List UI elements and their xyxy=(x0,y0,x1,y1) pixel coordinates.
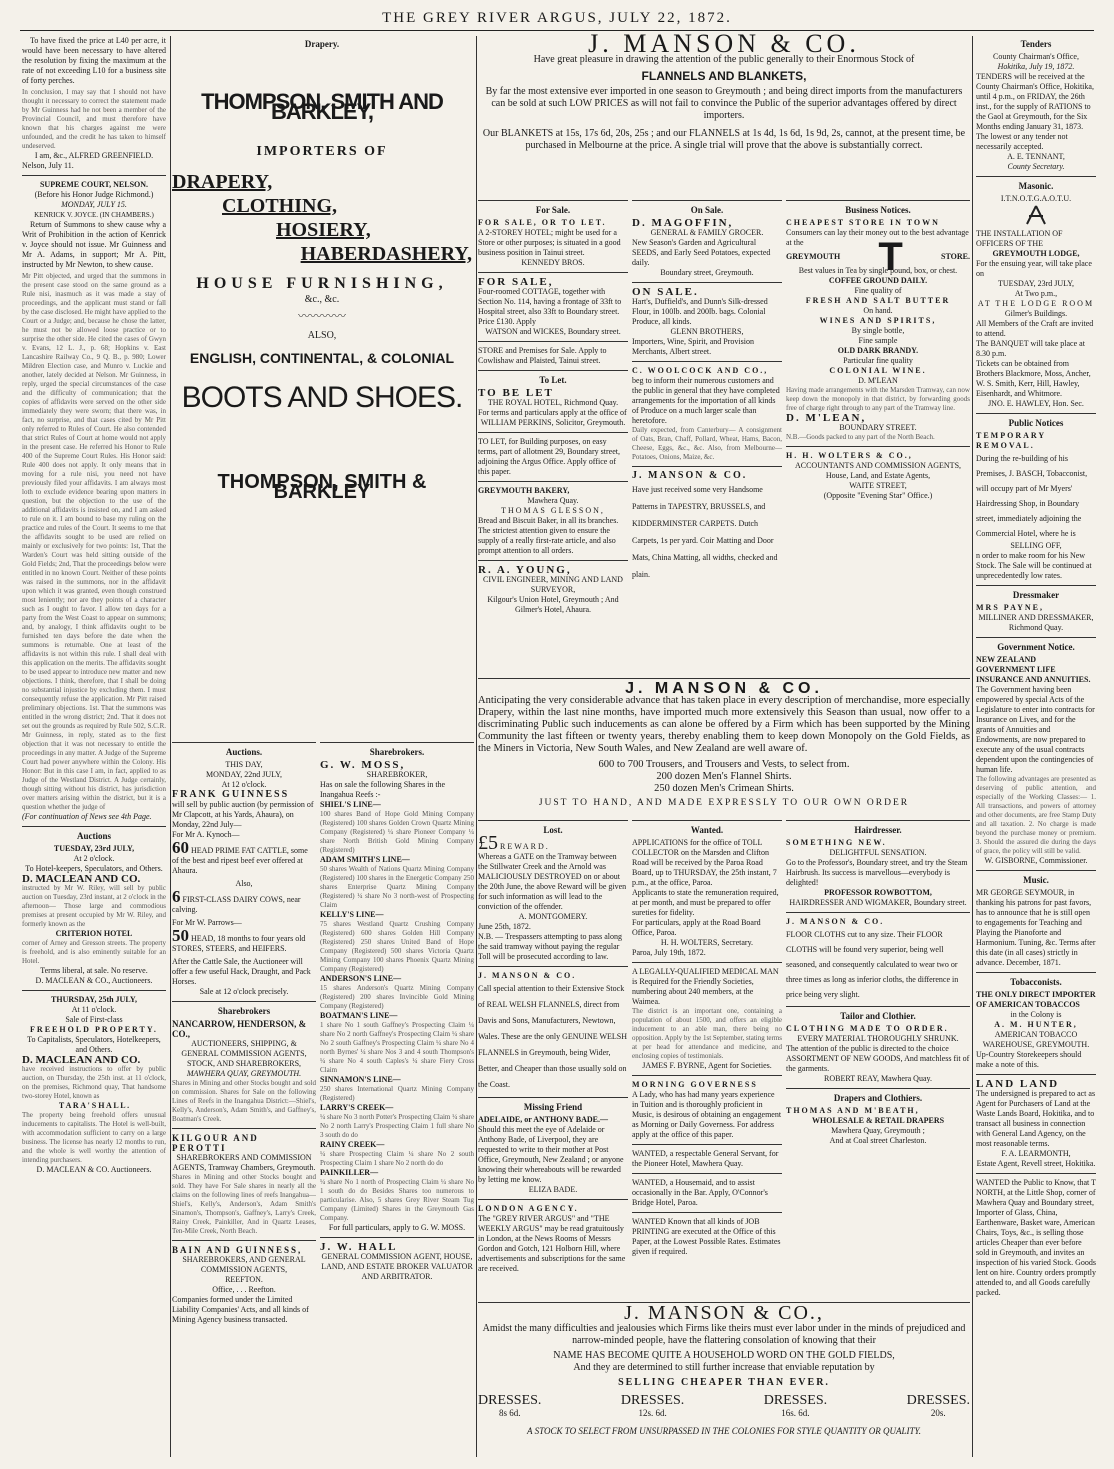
ad-signature: D. M'LEAN xyxy=(858,376,898,385)
ad-text: Should this meet the eye of Adelaide or Anthony Bade, of Liverpool, they are requested to write to their mother at Post Office, Greymouth, New Zealand ; or anyone knowing their whereabouts will be rewarded by letting me know. xyxy=(478,1125,624,1184)
manson-flannels: FLANNELS AND BLANKETS, xyxy=(641,69,807,83)
manson-line: 200 dozen Men's Flannel Shirts. xyxy=(656,771,792,782)
broker-text: Shares in Mining and other Stocks bought and sold. They have For Sale shares in nearly all the claims on the following lines of reefs Inangahua— Shiel's, Kelly's, Anderson's, Adam Smith's Sinamon's, Thompson's, Gaffney's, Larry's Creek, Rainy Creek, Painkiller, And in Quartz Leases, Ten-Mile Creek, North Beach. xyxy=(172,1173,316,1235)
ad-text: WANTED, a Housemaid, and to assist occasionally in the Bar. Apply, O'Connor's Bridge Hotel, Paroa. xyxy=(632,1178,768,1207)
auction-hotel: CRITERION HOTEL xyxy=(55,929,133,938)
auctioneer-name: D. MACLEAN AND CO. xyxy=(22,873,141,885)
ad-text: A 2-STOREY HOTEL; might be used for a Store or other purposes; is situated in a good business position in Tainui street. xyxy=(478,228,621,257)
auction-day: THIS DAY, xyxy=(225,760,263,769)
ad-title: FRESH AND SALT BUTTER xyxy=(805,296,951,305)
manson-prices: Our BLANKETS at 15s, 17s 6d, 20s, 25s ; and our FLANNELS at 1s 4d, 1s 6d, 1s 9d, 2s, cannot, at the present time, be purchased in Melbourne at the price. A single trial will prove that the above is substantially correct. xyxy=(482,128,966,151)
ad-title: D. M'LEAN, xyxy=(786,412,867,424)
ad-signature: THOMAS GLESSON, xyxy=(501,506,605,515)
ad-text: THE INSTALLATION OF OFFICERS OF THE xyxy=(976,229,1063,248)
ad-title: LAND LAND xyxy=(976,1078,1060,1090)
ad-signature: WATSON and WICKES, Boundary street. xyxy=(485,327,621,336)
ad-title: WINES AND SPIRITS, xyxy=(819,316,937,325)
ad-title: OLD DARK BRANDY. xyxy=(837,346,919,355)
masthead: THE GREY RIVER ARGUS, JULY 22, 1872. xyxy=(382,10,732,26)
ad-text: EVERY MATERIAL THOROUGHLY SHRUNK. xyxy=(797,1034,959,1043)
ad-text: Have just received some very Handsome Patterns in TAPESTRY, BRUSSELS, and KIDDERMINSTER CARPETS. Dutch Carpets, 1s per yard. Coir Matting and Door Mats, China Matting, all widths, checked and plain. xyxy=(632,485,778,579)
ad-text: Particular fine quality xyxy=(843,356,913,365)
auction-sale: Sale of First-class xyxy=(65,1015,123,1024)
auction-audience: To Hotel-keepers, Speculators, and Others. xyxy=(25,864,163,873)
column-notices xyxy=(976,36,1096,1456)
ad-text: The district is an important one, containing a population of about 1500, and offers an eligible inducement to an able man, there being no opposition. Apply by the 1st September, stating terms at per head for attendance and medicine, and enclosing copies of testimonials. xyxy=(632,1007,782,1060)
broker-sub: SHAREBROKER, xyxy=(366,770,428,779)
column-hairdresser xyxy=(786,816,970,1296)
ad-title: FOR SALE, OR TO LET. xyxy=(478,218,607,227)
auction-text: corner of Arney and Gresson streets. The property is freehold, and is also eminently suitable for an Hotel. xyxy=(22,939,166,965)
drapery-importers: IMPORTERS OF xyxy=(256,144,388,159)
broker-sub: STOCK, AND SHAREBROKERS, xyxy=(186,1059,302,1068)
ad-date: Paroa, July 19th, 1872. xyxy=(632,948,706,957)
ad-text: By single bottle, xyxy=(851,326,905,335)
tenders-heading: Tenders xyxy=(1020,39,1052,49)
auctions-heading: Auctions. xyxy=(225,747,263,757)
ad-title: J. MANSON & CO. xyxy=(786,917,885,926)
government-notice-heading: Government Notice. xyxy=(997,642,1075,652)
ad-title: H. H. WOLTERS & CO., xyxy=(786,451,913,460)
tobacconists-heading: Tobacconists. xyxy=(1010,977,1062,987)
ad-title: LONDON AGENCY. xyxy=(478,1204,579,1213)
ad-title: SOMETHING NEW. xyxy=(786,838,887,847)
ad-text: Go to the Professor's, Boundary street, and try the Steam Hairbrush. Its success is marvellous—everybody is delighted! xyxy=(786,858,968,887)
ad-signature: JAMES F. BYRNE, Agent for Societies. xyxy=(642,1061,772,1070)
ad-text: WHOLESALE & RETAIL DRAPERS xyxy=(811,1116,945,1125)
auction-text: The property being freehold offers unusual inducements to capitalists. The Hotel is well-built, with accommodation sufficient to carry on a large business. The license has nearly 12 months to run, and the whole is well worthy the attention of intending purchasers. xyxy=(22,1111,166,1164)
to-let-heading: To Let. xyxy=(539,375,567,385)
ad-text: Richmond Quay. xyxy=(1008,623,1064,632)
auction-date: TUESDAY, 23rd JULY, xyxy=(53,844,135,853)
ad-text: New Season's Garden and Agricultural SEEDS, and Early Seed Potatoes, expected daily. xyxy=(632,238,771,267)
ad-text: N.B. — Trespassers attempting to pass along the said tramway without paying the regular Toll will be prosecuted according to law. xyxy=(478,932,622,961)
ad-title: J. MANSON & CO. xyxy=(632,470,748,481)
drapery-boots: BOOTS AND SHOES. xyxy=(181,381,463,414)
auction-date: MONDAY, 22nd JULY, xyxy=(206,770,282,779)
ad-text: DELIGHTFUL SENSATION. xyxy=(829,848,927,857)
ad-text: Hart's, Duffield's, and Dunn's Silk-dressed Flour, in 100lb. and 200lb. bags. Colonial Produce, all kinds. xyxy=(632,297,768,326)
ad-signature: PROFESSOR ROWBOTTOM, xyxy=(824,888,932,897)
ad-date: Hokitika, July 19, 1872. xyxy=(997,62,1075,71)
drapers-heading: Drapers and Clothiers. xyxy=(833,1093,923,1103)
ad-signature: GLENN BROTHERS, xyxy=(670,327,744,336)
share-line: RAINY CREEK— xyxy=(320,1140,385,1149)
ad-text: Daily expected, from Canterbury— A consignment of Oats, Bran, Chaff, Pollard, Wheat, Hams, Bacon, Cheese, Eggs, &c., &c. Also, from Melbourne— Potatoes, Onions, Maize, &c. xyxy=(632,426,782,461)
ad-text: The BANQUET will take place at 8.30 p.m. xyxy=(976,339,1085,358)
column-for-sale xyxy=(478,196,628,672)
drapery-line-drapery: DRAPERY, xyxy=(172,171,273,193)
broker-place: REEFTON. xyxy=(225,1275,263,1284)
dress-price-item: DRESSES. 16s. 6d. xyxy=(763,1393,828,1418)
manson-line: And they are determined to still further increase that enviable reputation by xyxy=(573,1362,875,1373)
drapery-also: ALSO, xyxy=(307,330,337,341)
ad-text: Gilmer's Buildings. xyxy=(1004,309,1068,318)
ad-text: All Members of the Craft are invited to attend. xyxy=(976,319,1094,338)
auction-for: For Mr A. Kynoch— xyxy=(172,830,240,839)
lost-heading: Lost. xyxy=(543,825,563,835)
store-name: GREYMOUTH xyxy=(786,252,841,261)
auction-time: At 12 o'clock. xyxy=(221,780,267,789)
lot-count: 6 xyxy=(172,887,181,906)
broker-address: MAWHERA QUAY, GREYMOUTH. xyxy=(186,1069,302,1078)
ad-title: GREYMOUTH LODGE, xyxy=(992,249,1080,258)
ad-title: TEMPORARY REMOVAL. xyxy=(976,431,1046,450)
ad-signature: JNO. E. HAWLEY, Hon. Sec. xyxy=(988,399,1084,408)
ad-text: At Two p.m., xyxy=(1014,289,1058,298)
auction-text: After the Cattle Sale, the Auctioneer will offer a few useful Hack, Draught, and Pack Horses. xyxy=(172,957,311,986)
ad-text: For particulars, apply at the Road Board Office, Paroa. xyxy=(632,918,761,937)
column-on-sale xyxy=(632,196,782,672)
ad-text: BOUNDARY STREET. xyxy=(839,423,917,432)
auction-signature: D. MACLEAN & CO. Auctioneers. xyxy=(36,1165,152,1174)
ad-text: Four-roomed COTTAGE, together with Section No. 114, having a frontage of 33ft to Hospital street, also 33ft to Boundary street. Price £130. Apply xyxy=(478,287,622,326)
auction-hall: T A R A ' S H A L L . xyxy=(58,1101,130,1110)
auctioneer-name: D. MACLEAN AND CO. xyxy=(22,1054,141,1066)
ad-title: MORNING GOVERNESS xyxy=(632,1080,758,1089)
ad-text: AT THE LODGE ROOM xyxy=(977,299,1095,308)
ad-text: Best values in Tea by single pound, box, or chest. xyxy=(798,266,958,275)
ad-text: During the re-building of his Premises, J. BASCH, Tobacconist, will occupy part of Mr Myers' Hairdressing Shop, in Boundary street, immediately adjoining the Commercial Hotel, where he is xyxy=(976,454,1088,538)
manson-footer: A STOCK TO SELECT FROM UNSURPASSED IN THE COLONIES FOR STYLE QUANTITY OR QUALITY. xyxy=(527,1426,921,1436)
ad-text: WANTED, a respectable General Servant, for the Pioneer Hotel, Mawhera Quay. xyxy=(632,1149,779,1168)
masthead-rule xyxy=(20,30,1094,31)
ad-signature: Boundary street, Greymouth. xyxy=(660,268,754,277)
drapery-english: ENGLISH, CONTINENTAL, & COLONIAL xyxy=(189,350,455,366)
broker-text: Shares in Mining and other Stocks bought and sold on commission. Shares for Sale on the following Lines of Reefs in the Inangahua District:—Shiel's, Kelly's, Anderson's, Adam Smith's, and Gaffney's, Boatman's Creek. xyxy=(172,1079,316,1123)
share-list: 100 shares Band of Hope Gold Mining Company (Registered) 100 shares Golden Crown Quartz Mining Company (Registered) ¼ share Pioneer Company ¼ share North British Gold Mining Company (Registered) xyxy=(320,810,474,854)
broker-name: BAIN AND GUINNESS, xyxy=(172,1245,303,1255)
dress-price-item: DRESSES. 12s. 6d. xyxy=(620,1393,685,1418)
ad-text: The "GREY RIVER ARGUS" and "THE WEEKLY ARGUS" may be read gratuitously in London, at the News Rooms of Messrs Gordon and Gotch, 121 Holborn Hill, where advertisements and subscriptions for the same are received. xyxy=(478,1214,626,1273)
manson-body: By far the most extensive ever imported in one season to Greymouth ; and being direct imports from the manufacturers can be sold at such LOW PRICES as will not fail to convince the Public of the superior advantages offered by direct importers. xyxy=(485,86,963,121)
manson-banner: JUST TO HAND, AND MADE EXPRESSLY TO OUR OWN ORDER xyxy=(538,798,910,808)
ad-text: For terms and particulars apply at the office of xyxy=(478,408,627,417)
ad-text: WANTED the Public to Know, that T NORTH, at the Little Shop, corner of Mawhera Quay and Boundary street, Importer of Glass, China, Earthenware, Basket ware, American Chairs, Toys, &c., is selling those articles Cheaper than ever before sold in Greymouth, and invites an inspection of his varied Stock. Goods lent on hire. Country orders promptly attended to, and all Goods carefully packed. xyxy=(976,1178,1096,1297)
ad-text: SELLING OFF, xyxy=(1010,541,1062,550)
court-case: KENRICK V. JOYCE. (IN CHAMBERS.) xyxy=(34,211,154,219)
broker-text: Companies formed under the Limited Liability Companies' Acts, and all kinds of Mining Agency business transacted. xyxy=(172,1295,309,1324)
sharebrokers-heading: Sharebrokers xyxy=(217,1006,271,1016)
dress-price-item: DRESSES. 20s. xyxy=(906,1393,970,1418)
ad-text: The Government having been empowered by special Acts of the Legislature to enter into contracts for Insurance on Lives, and for the grants of Annuities and Endowments, are now prepared to execute any of the usual contracts dependent upon the contingencies of human life. xyxy=(976,685,1095,774)
ad-date: TUESDAY, 23rd JULY, xyxy=(998,279,1074,288)
column-wanted xyxy=(632,816,782,1296)
ad-title: GREYMOUTH BAKERY, xyxy=(478,486,570,495)
auctions-heading: Auctions xyxy=(76,831,111,841)
lot-description: FIRST-CLASS DAIRY COWS, near calving. xyxy=(172,895,301,914)
court-title: SUPREME COURT, NELSON. xyxy=(39,180,149,189)
court-text-body: Mr Pitt objected, and urged that the summons in the present case stood on the same ground as a Rule nisi, inasmuch as it was made a stay of proceedings, and the applicant must stand or fall by the case disclosed. He might have applied to the Court or a Judge; and, because he chose the latter, he must not be allowed loose practice or to surprise the other side. He cited the cases of Gwyn v. Evans, 12 L. J., p. 68; Hopkins v. East Lancashire Railway Co., 9 Q. B., p. 980; Lower Mildren Election case, and Munro v. Luckie and another, lately decided at Nelson. Mr Guinness, in reply, urged the special circumstances of the case and the difficulty of communication; that the copies of affidavits were served on the other side immediately they were sworn; that there was, in fact, no surprise, and that cases cited by Mr Pitt only referred to Rules of Court. He also contended that strict Rules of Court at home would not apply in the present case. He referred his Honor to Rule 400 of the Supreme Court Rules. His Honor said: Rule 400 does not apply. It only means that in moving for a rule nisi, you need not have previously filed your affidavits. I am always most loth to exclude evidence bearing upon matters in question, but the objection to the use of the additional affidavits is insisted on, and I am asked to rule on it. I am bound to base my ruling on the practice and rules of the Court. It seems to me that the affidavits sought to be used are relied on mainly or exclusively for two points: 1st, That the Warden's Court was held sitting outside of the Gold Fields; 2nd, That the proceedings below were entitled in no known Court. Neither of these points was raised in the summons, nor in the affidavit upon which it was granted, even though construed most leniently; nor are they points of a character such as I ought to favor. I allow ten days for a party from the West Coast to appear on summons; and, by analogy, I think affidavits ought to be furnished ten days before the date when the summons is returnable. One at least of the affidavits is not within this rule. I shall deal with this application on the merits. The affidavits sought to be used appear to introduce new matter and new objections. I think, therefore, that I shall be doing no substantial injustice by excluding them. I must consequently refuse the application. Mr Pitt raised preliminary objections. 1st. That the summons was entitled in the wrong district; 2nd. That it does not set out the grounds as required by Rule 502, S.C.R. Mr Guinness, in reply, stated as to the first objection that it was not necessary to entitle the proceedings in any matter. A Judge of the Supreme Court had power anywhere within the Colony. His Honor: But in this case I am, in fact, applied to as Judge of the Westland District. A Judge certainly, though sitting without his district, has jurisdiction over matters arising within the district, but it is a question whether the judge of xyxy=(22,272,166,811)
auction-terms: Terms liberal, at sale. No reserve. xyxy=(40,966,148,975)
ad-title: COLONIAL WINE. xyxy=(829,366,927,375)
letter-signature: I am, &c., ALFRED GREENFIELD. xyxy=(34,151,154,160)
share-list: 1 share No 1 south Gaffney's Prospecting Claim ¼ share No 2 north Gaffney's Prospecting Claim ¼ share No 2 south Gaffney's Prospecting Claim ¼ share No 4 north Byrnes' ¼ share Nos 3 and 4 south Thompson's ¼ share No 4 south Caples's ¼ share Fiery Cross Claim xyxy=(320,1021,474,1074)
store-t-logo: T xyxy=(878,235,903,279)
ad-text: CIVIL ENGINEER, MINING AND LAND SURVEYOR, xyxy=(483,575,623,594)
manson-body: Anticipating the very considerable advance that has taken place in every description of merchandise, more especially Drapery, within the last nine months, have imported much more extensively this Season than usual, now offer to a discriminating Public such inducements as can alone be offered by a Firm which has been supported by the Mining Community the last fifteen or twenty years, thereby enabling them to keep down Monopoly on the Gold Fields, as the Miners in Victoria, New South Wales, and New Zealand are well aware of. xyxy=(478,695,970,754)
column-news xyxy=(22,36,166,1456)
ad-title: R. A. YOUNG, xyxy=(478,564,572,576)
share-list: ¼ share No 1 north of Prospecting Claim ¼ share No 1 south do do Besides Shares too numerous to particularise. Also, 5 shares Grey River Steam Tug Company (Limited) Shares in the Greymouth Gas Company. xyxy=(320,1178,474,1222)
letter-place: Nelson, July 11. xyxy=(22,161,74,170)
manson-title: J. MANSON & CO. xyxy=(588,29,860,58)
column-auctions xyxy=(172,738,316,1458)
reward-amount: £5 xyxy=(478,832,498,854)
ad-title: C. WOOLCOCK AND CO., xyxy=(632,366,769,375)
drapery-etc: &c., &c. xyxy=(304,294,340,305)
share-line: PAINKILLER— xyxy=(320,1168,379,1177)
missing-friend-heading: Missing Friend xyxy=(523,1102,583,1112)
lot-count: 60 xyxy=(172,838,189,857)
manson-advert-top xyxy=(478,29,970,192)
share-line: ADAM SMITH'S LINE— xyxy=(320,855,410,864)
auction-sale-time: Sale at 12 o'clock precisely. xyxy=(199,987,289,996)
ad-text: Whereas a GATE on the Tramway between the Stillwater Creek and the Arnold was MALICIOUSLY DESTROYED on or about the 20th June, the above Reward will be given for such information as will lead to the conviction of the offender. xyxy=(478,852,627,911)
ad-text: GENERAL & FAMILY GROCER. xyxy=(650,228,764,237)
auction-date: THURSDAY, 25th JULY, xyxy=(51,995,137,1004)
sharebrokers-heading: Sharebrokers. xyxy=(369,747,425,757)
masonic-emblem-icon xyxy=(976,204,1096,229)
court-text: Return of Summons to shew cause why a Writ of Prohibition in the action of Kenrick v. Joyce should not issue. Mr Guinness and Mr A. Adams, in support; Mr A. Pitt, instructed by Mr Newton, to shew cause. xyxy=(22,220,166,269)
ad-title: NEW ZEALAND GOVERNMENT LIFE INSURANCE AND ANNUITIES. xyxy=(976,655,1091,684)
share-list: ¼ share Prospecting Claim ¼ share No 2 south Prospecting Claim 1 share No 2 north do do xyxy=(320,1150,474,1167)
ad-text: APPLICATIONS for the office of TOLL COLLECTOR on the Marsden and Clifton Road will be received by the Paroa Road Board, up to THURSDAY, the 25th instant, 7 p.m., at the office, Paroa. xyxy=(632,838,777,887)
court-date: MONDAY, JULY 15. xyxy=(61,200,127,209)
ad-text: STORE and Premises for Sale. Apply to Cowlishaw and Plaisted, Tainui street. xyxy=(478,346,607,365)
broker-sub: AUCTIONEERS, SHIPPING, & GENERAL COMMISSION AGENTS, xyxy=(181,1039,307,1058)
store-name-suffix: STORE. xyxy=(941,252,970,261)
ad-text: beg to inform their numerous customers and the public in general that they have completed arrangements for the importation of all kinds of Produce on a much larger scale than heretofore. xyxy=(632,376,780,425)
ad-signature: WILLIAM PERKINS, Solicitor, Greymouth. xyxy=(480,418,626,427)
ad-title: D. MAGOFFIN, xyxy=(632,217,734,229)
ad-text: THE ROYAL HOTEL, Richmond Quay. xyxy=(487,398,619,407)
ad-text: n order to make room for his New Stock. The Sale will be continued at unprecedentedly low rates. xyxy=(976,551,1092,580)
drapery-house-furnishing: HOUSE FURNISHING, xyxy=(196,275,448,292)
manson-selling: SELLING CHEAPER THAN EVER. xyxy=(618,1377,830,1388)
broker-sub: SHAREBROKERS, AND GENERAL COMMISSION AGENTS, xyxy=(182,1255,306,1274)
for-sale-heading: For Sale. xyxy=(535,205,571,215)
ad-text: The attention of the public is directed to the choice ASSORTMENT OF NEW GOODS, And matchless fit of the garments. xyxy=(786,1044,970,1073)
reward-title: REWARD. xyxy=(500,842,550,851)
broker-name: KILGOUR AND PEROTTI xyxy=(172,1133,259,1153)
column-sharelists xyxy=(320,738,474,1458)
ad-text: MILLINER AND DRESSMAKER, xyxy=(978,613,1094,622)
column-business xyxy=(786,196,970,672)
column-lost xyxy=(478,816,628,1296)
continuation-note: (For continuation of News see 4th Page. xyxy=(22,812,152,821)
lot-description: HEAD PRIME FAT CATTLE, some of the best and ripest beef ever offered at Ahaura. xyxy=(172,846,308,875)
ad-text: ACCOUNTANTS AND COMMISSION AGENTS, House, Land, and Estate Agents, xyxy=(794,461,962,480)
agent-name: J. W. HALL xyxy=(320,1241,398,1253)
ad-text: The following advantages are presented as deserving of public attention, and especially of the Working Classes:— 1. All transactions, and powers of attorney and other documents, are free Stamp Duty and all taxation. 2. No charge is made beyond the purchase money or premium. 3. Should the assured die during the days of grace, the policy will still be valid. xyxy=(976,775,1096,855)
share-list: 15 shares Anderson's Quartz Mining Company (Registered) 200 shares Invincible Gold Mining Company (Registered) xyxy=(320,984,474,1010)
ad-text: Estate Agent, Revell street, Hokitika. xyxy=(976,1159,1096,1168)
column-divider xyxy=(972,36,973,1457)
auction-for: For Mr W. Parrows— xyxy=(172,918,242,927)
share-line: BOATMAN'S LINE— xyxy=(320,1011,398,1020)
dress-price-item: DRESSES. 8s 6d. xyxy=(478,1393,542,1418)
ad-text: Importers, Wine, Spirit, and Provision Merchants, Albert street. xyxy=(632,337,754,356)
ad-text: MR GEORGE SEYMOUR, in thanking his patrons for past favors, has to announce that he is still open to engagements for Teaching and Playing the Pianoforte and Harmonium. Tuning, &c. Terms after this date (in all cases) strictly in advance. December, 1871. xyxy=(976,888,1096,967)
ad-title: CLOTHING MADE TO ORDER. xyxy=(786,1024,949,1033)
share-list: 75 shares Westland Quartz Crushing Company (Registered) 600 shares Golden Hill Company (Registered) 250 shares United Band of Hope Company (Registered) 500 shares Victoria Quartz Mining Company 100 shares Phoenix Quartz Mining Company (Registered) xyxy=(320,920,474,973)
share-line: KELLY'S LINE— xyxy=(320,910,384,919)
ad-text: A LEGALLY-QUALIFIED MEDICAL MAN is Required for the Friendly Societies, numbering about 240 members, at the Waimea. xyxy=(632,967,779,1006)
ad-title: THE ONLY DIRECT IMPORTER OF AMERICAN TOBACCOS xyxy=(976,990,1096,1009)
ad-title: MRS PAYNE, xyxy=(976,603,1045,612)
ad-text: The strictest attention given to ensure the supply of a really first-rate article, and also prompt attention to all orders. xyxy=(478,526,616,555)
on-sale-heading: On Sale. xyxy=(690,205,724,215)
manson-body: Amidst the many difficulties and jealousies which Firms like theirs must ever labor under in the minds of prejudiced and narrow-minded people, have the flattering consolation of knowing that their xyxy=(482,1323,966,1346)
broker-sub: SHAREBROKERS AND COMMISSION AGENTS, Tramway Chambers, Greymouth. xyxy=(172,1153,316,1172)
auction-text: have received instructions to offer by public auction, on Thursday, the 25th inst. at 11 o'clock, on the premises, Richmond quay, That handsome two-storey Hotel, known as xyxy=(22,1065,166,1100)
column-divider xyxy=(170,36,171,1457)
broker-name: NANCARROW, HENDERSON, & CO., xyxy=(172,1019,307,1039)
ad-text: Fine quality of xyxy=(854,286,902,295)
ad-title: FOR SALE, xyxy=(478,276,554,288)
ad-text: Call special attention to their Extensive Stock of REAL WELSH FLANNELS, direct from Davis and Sons, Manufacturers, Newtown, Wales. These are the only GENUINE WELSH FLANNELS in Greymouth, being Wider, Better, and Cheaper than those usually sold on the Coast. xyxy=(478,984,628,1089)
ad-text: WANTED Known that all kinds of JOB PRINTING are executed at the Office of this Paper, at the Lowest Possible Rates. Estimates given if required. xyxy=(632,1217,781,1256)
ad-text: For the ensuing year, will take place on xyxy=(976,259,1092,278)
ad-text: Mawhera Quay, Greymouth ; xyxy=(831,1126,925,1135)
auction-audience: To Capitalists, Speculators, Hotelkeepers, and Others. xyxy=(27,1035,161,1054)
manson-intro: Have great pleasure in drawing the attention of the public generally to their Enormous Stock of xyxy=(533,54,915,65)
auction-also: Also, xyxy=(235,879,253,888)
ad-text: Mawhera Quay. xyxy=(527,496,579,505)
drapery-firm-name: THOMPSON, SMITH AND BARKLEY, xyxy=(201,89,443,124)
ad-text: HAIRDRESSER AND WIGMAKER, Boundary street. xyxy=(789,898,967,907)
auctioneer-name: FRANK GUINNESS xyxy=(172,789,290,800)
share-line: SINNAMON'S LINE— xyxy=(320,1075,401,1084)
ad-signature: A. E. TENNANT, xyxy=(1007,152,1065,161)
column-divider xyxy=(476,36,477,1457)
broker-particulars: For full particulars, apply to G. W. MOSS. xyxy=(328,1223,466,1232)
drapery-line-clothing: CLOTHING, xyxy=(222,195,338,217)
agent-sub: GENERAL COMMISSION AGENT, HOUSE, LAND, AND ESTATE BROKER VALUATOR AND ARBITRATOR. xyxy=(321,1252,473,1281)
lot-count: 50 xyxy=(172,926,189,945)
ad-signature: ROBERT REAY, Mawhera Quay. xyxy=(824,1074,932,1083)
auction-text: instructed by Mr W. Riley, will sell by public auction on Tuesday, 23rd instant, at 2 o'clock in the afternoon— Those large and commodious premises at present occupied by Mr W. Riley, and formerly known as the xyxy=(22,884,166,928)
masonic-heading: Masonic. xyxy=(1018,181,1054,191)
tailor-heading: Tailor and Clothier. xyxy=(840,1011,916,1021)
music-heading: Music. xyxy=(1023,875,1049,885)
ad-text: AMERICAN TOBACCO WAREHOUSE, GREYMOUTH. xyxy=(982,1030,1090,1049)
ad-title: ADELAIDE, or ANTHONY BADE.— xyxy=(478,1115,609,1124)
ad-text: TENDERS will be received at the County Chairman's Office, Hokitika, until 4 p.m., on FRIDAY, the 26th inst., for the supply of RATIONS to the Gaol at Greymouth, for the Six Months ending January 31, 1873. xyxy=(976,72,1094,131)
ad-title: TO BE LET xyxy=(478,387,554,399)
share-line: LARRY'S CREEK— xyxy=(320,1103,394,1112)
ad-title: ON SALE. xyxy=(632,286,699,298)
ad-signature: H. H. WOLTERS, Secretary. xyxy=(660,938,754,947)
auction-time: At 2 o'clock. xyxy=(73,854,115,863)
auction-text: will sell by public auction (by permission of Mr Clapcott, at his Yards, Ahaura), on Monday, 22nd July— xyxy=(172,800,314,829)
ad-text: Kilgour's Union Hotel, Greymouth ; And Gilmer's Hotel, Ahaura. xyxy=(487,595,619,614)
ad-text: A Lady, who has had many years experience in Tuition and is thoroughly proficient in Music, is desirous of obtaining an engagement as Morning or Daily Governess. For address apply at the office of this paper. xyxy=(632,1090,782,1139)
court-subtitle: (Before his Honor Judge Richmond.) xyxy=(34,190,154,199)
broker-office: Office, . . . Reefton. xyxy=(212,1285,276,1294)
ad-signature: F. A. LEARMONTH, xyxy=(1001,1149,1071,1158)
hairdresser-heading: Hairdresser. xyxy=(854,825,902,835)
drapery-footer: THOMPSON, SMITH & BARKLEY xyxy=(217,471,427,503)
ad-title: CHEAPEST STORE IN TOWN xyxy=(786,218,940,227)
manson-title: J. MANSON & CO., xyxy=(624,1302,824,1324)
ad-text: TO LET, for Building purposes, on easy terms, part of allotment 29, Boundary street, adjoining the Argus Office. Apply office of this paper. xyxy=(478,437,620,476)
manson-line: NAME HAS BECOME QUITE A HOUSEHOLD WORD ON THE GOLD FIELDS, xyxy=(553,1350,895,1361)
manson-advert-bottom xyxy=(478,1298,970,1458)
drapery-line-haberdashery: HABERDASHERY, xyxy=(300,243,472,265)
ad-text: The undersigned is prepared to act as Agent for Purchasers of Land at the Waste Lands Board, Hokitika, and to transact all business in connection with General Land Agency, on the most reasonable terms. xyxy=(976,1089,1096,1148)
ad-signature: A. M. HUNTER, xyxy=(994,1020,1078,1029)
ad-text: Having made arrangements with the Marsden Tramway, can now keep down the monopoly in that district, by forwarding goods free of charge right through to any part of the Tramway line. xyxy=(786,386,970,412)
ad-signature: KENNEDY BROS. xyxy=(521,258,585,267)
wanted-heading: Wanted. xyxy=(690,825,724,835)
drapery-advert xyxy=(172,36,472,736)
ad-text: County Chairman's Office, xyxy=(993,52,1079,61)
ad-signature: County Secretary. xyxy=(1007,162,1065,171)
ornament-divider: 〰〰〰〰 xyxy=(297,309,346,323)
manson-line: 600 to 700 Trousers, and Trousers and Vests, to select from. xyxy=(598,759,850,770)
ad-text: Tickets can be obtained from Brothers Blackmore, Moss, Ancher, W. S. Smith, Kerr, Hill, Hawley, Eisenhardt, and Whitmore. xyxy=(976,359,1091,398)
ad-text: WAITE STREET, xyxy=(849,481,907,490)
share-list: 50 shares Wealth of Nations Quartz Mining Company (Registered) 100 shares in the Energetic Company 250 shares Enterprise Quartz Mining Company (Registered) ¼ share No 3 north-west of Prospecting Claim xyxy=(320,865,474,909)
ad-text: Up-Country Storekeepers should make a note of this. xyxy=(976,1050,1082,1069)
share-line: ANDERSON'S LINE— xyxy=(320,974,402,983)
ad-title: COFFEE GROUND DAILY. xyxy=(828,276,928,285)
dress-prices xyxy=(478,1395,970,1419)
ad-text: Applicants to state the remuneration required, at per month, and must be prepared to offer sureties for fidelity. xyxy=(632,888,779,917)
share-list: ¼ share No 3 north Potter's Prospecting Claim ¼ share No 2 north Larry's Prospecting Claim 1 full share No 3 south do do xyxy=(320,1113,474,1139)
dressmaker-heading: Dressmaker xyxy=(1012,590,1060,600)
ad-title: J. MANSON & CO. xyxy=(478,971,577,980)
ad-text: N.B.—Goods packed to any part of the North Beach. xyxy=(786,433,935,441)
broker-text: Has on sale the following Shares in the Inangahua Reefs :- xyxy=(320,780,446,799)
ad-text: in the Colony is xyxy=(1010,1010,1062,1019)
ad-signature: A. MONTGOMERY. xyxy=(518,912,588,921)
ad-text: (Opposite "Evening Star" Office.) xyxy=(823,491,933,500)
ad-text: And at Coal street Charleston. xyxy=(829,1136,927,1145)
ad-text: The lowest or any tender not necessarily accepted. xyxy=(976,132,1068,151)
ad-text: Fine sample xyxy=(858,336,898,345)
manson-title: J. MANSON & CO. xyxy=(625,680,823,697)
letter-text: In conclusion, I may say that I should not have thought it necessary to correct the statement made by Mr Guinness had he not been a member of the Provincial Council, and must therefore have known that his charges against me were unfounded, and the credit he has taken to himself undeserved. xyxy=(22,88,166,150)
ad-text: Consumers can lay their money out to the best advantage at the xyxy=(786,228,969,247)
public-notices-heading: Public Notices xyxy=(1008,418,1064,428)
broker-name: G. W. MOSS, xyxy=(320,759,406,771)
ad-signature: W. GISBORNE, Commissioner. xyxy=(984,856,1088,865)
auction-property: FREEHOLD PROPERTY. xyxy=(30,1025,158,1034)
lot-description: HEAD, 18 months to four years old STORES, STEERS, and HEIFERS. xyxy=(172,934,306,953)
ad-text: Bread and Biscuit Baker, in all its branches. xyxy=(478,516,619,525)
auction-signature: D. MACLEAN & CO., Auctioneers. xyxy=(35,976,153,985)
ad-date: June 25th, 1872. xyxy=(478,922,531,931)
auction-time: At 11 o'clock. xyxy=(71,1005,117,1014)
drapery-heading: Drapery. xyxy=(304,39,340,49)
share-line: SHIEL'S LINE— xyxy=(320,800,381,809)
share-list: 250 shares International Quartz Mining Company (Registered) xyxy=(320,1085,474,1102)
drapery-line-hosiery: HOSIERY, xyxy=(276,219,371,241)
manson-advert-middle xyxy=(478,674,970,812)
manson-line: 250 dozen Men's Crimean Shirts. xyxy=(654,783,794,794)
letter-text: To have fixed the price at L40 per acre, it would have been necessary to have altered the resolution by fixing the maximum at the rate of not exceeding L10 for a business site of forty perches. xyxy=(22,36,166,85)
ad-text: On hand. xyxy=(863,306,893,315)
ad-signature: ELIZA BADE. xyxy=(528,1185,578,1194)
business-heading: Business Notices. xyxy=(845,205,911,215)
ad-title: THOMAS AND M'BEATH, xyxy=(786,1106,920,1115)
ad-text: I.T.N.O.T.G.A.O.T.U. xyxy=(1000,194,1072,203)
ad-text: FLOOR CLOTHS cut to any size. Their FLOOR CLOTHS will be found very superior, being well seasoned, and consequently calculated to wear two or three times as long as inferior cloths, the difference in price being very slight. xyxy=(786,930,959,999)
